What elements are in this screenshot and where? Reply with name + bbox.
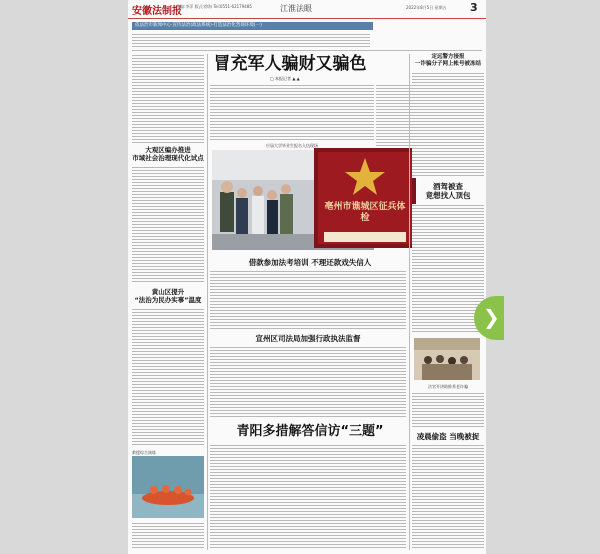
editor-info: 责编:李萍 版式:徐海 Tel:0551-62179485 bbox=[176, 4, 252, 9]
recruitment-sign bbox=[314, 148, 416, 248]
left-headline-2-line2: “法治为民办实事”温度 bbox=[134, 296, 202, 304]
right-headline-1 bbox=[412, 54, 484, 68]
left-caption-text bbox=[132, 522, 204, 550]
chevron-right-icon: ❯ bbox=[483, 305, 500, 329]
photo1-caption: 应届大学毕业生报名入伍现场 bbox=[266, 143, 318, 148]
main-text-block bbox=[210, 84, 374, 140]
lecture-photo bbox=[414, 338, 480, 380]
left-headline-2-line1: 黄山区提升 bbox=[151, 288, 185, 296]
sign-text: 亳州市谯城区征兵体检 bbox=[324, 202, 406, 223]
left-headline-2 bbox=[132, 288, 204, 304]
right-headline-1-line2: 一诈骗分子网上帐号被冻结 bbox=[414, 61, 481, 67]
main-headline: 冒充军人骗财又骗色 bbox=[213, 54, 367, 74]
divider bbox=[132, 50, 482, 51]
masthead bbox=[128, 0, 486, 19]
right-headline-2 bbox=[412, 182, 484, 200]
left-headline-1-line2: 市域社会治理现代化试点 bbox=[132, 154, 204, 162]
newspaper-page bbox=[128, 0, 486, 554]
topic-banner: 依法治市新闻中心·宣传法治(政法系统)·打造法治化营商环境(一) bbox=[132, 22, 373, 30]
left-text-block-3 bbox=[132, 308, 204, 446]
main-byline: □ 本报记者 ▲ ▲ bbox=[270, 76, 300, 81]
xuanzhou-headline: 宣州区司法局加强行政执法监督 bbox=[255, 334, 361, 343]
column-rule-right bbox=[409, 54, 410, 550]
left-headline-1 bbox=[132, 146, 204, 162]
loan-headline: 借款参加法考培训 不理还款戏失信人 bbox=[248, 258, 372, 267]
right-headline-2-line1: 酒驾被查 bbox=[433, 182, 463, 191]
loan-text-block bbox=[210, 270, 406, 330]
page-number: 3 bbox=[470, 1, 478, 14]
xuanzhou-text-block bbox=[210, 346, 406, 418]
column-rule bbox=[207, 54, 208, 550]
right-text-block-3 bbox=[412, 392, 484, 428]
issue-date: 2022年8月5日 星期五 bbox=[406, 5, 447, 10]
left-photo-caption: 救援综合演练 bbox=[132, 450, 156, 455]
intro-text bbox=[132, 33, 370, 47]
section-name: 江淮法眼 bbox=[280, 4, 312, 13]
newspaper-title: 安徽法制报 bbox=[132, 6, 182, 17]
right-headline-2-line2: 竟想找人顶包 bbox=[425, 191, 471, 200]
qingyang-headline: 青阳多措解答信访“三题” bbox=[236, 424, 384, 439]
rescue-drill-photo bbox=[132, 456, 204, 518]
right-photo-caption: 法官开讲助推养老诈骗 bbox=[428, 384, 468, 389]
right-headline-3: 凌晨偷盗 当晚被捉 bbox=[416, 432, 480, 441]
right-text-block-1 bbox=[412, 72, 484, 178]
right-text-block-4 bbox=[412, 444, 484, 550]
right-headline-1-line1: 定远警方接报 bbox=[431, 54, 465, 60]
left-headline-1-line1: 大观区编办推进 bbox=[145, 146, 191, 154]
left-text-block-2 bbox=[132, 166, 204, 284]
left-text-block bbox=[132, 54, 204, 144]
qingyang-text-block bbox=[210, 444, 406, 550]
